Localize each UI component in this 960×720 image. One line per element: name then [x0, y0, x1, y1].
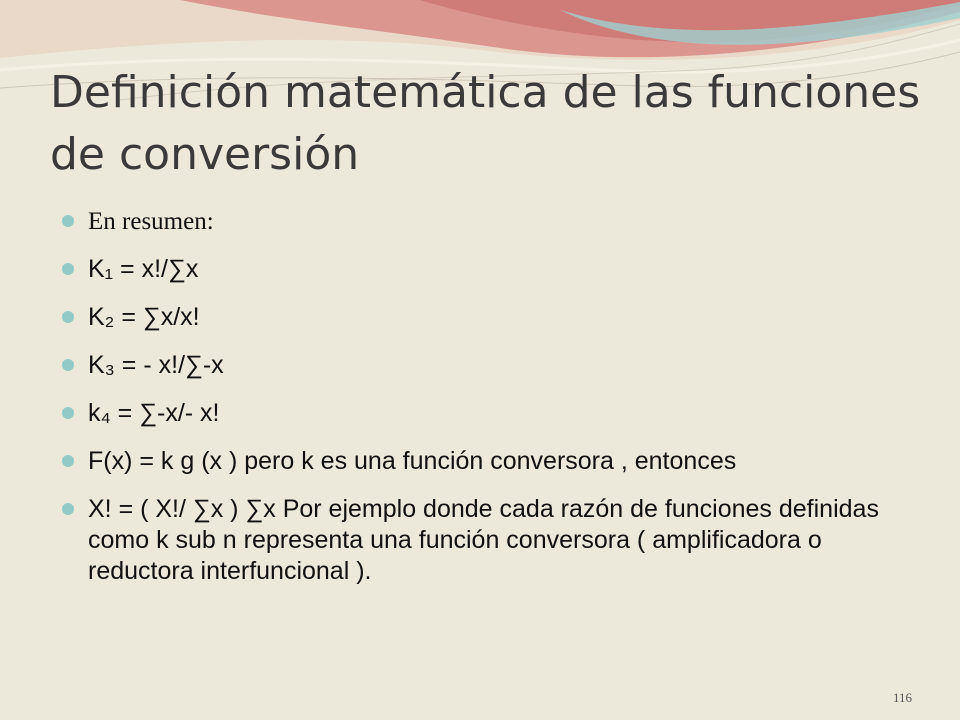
bullet-dot-icon [62, 503, 74, 515]
bullet-text: K₁ = x!/∑x [88, 255, 199, 283]
slide-title: Definición matemática de las funciones de conversión [50, 67, 921, 180]
bullet-text: K₂ = ∑x/x! [88, 303, 200, 331]
bullet-item [62, 494, 912, 587]
bullet-text: En resumen: [88, 208, 214, 235]
bullet-text: K₃ = - x!/∑-x [88, 351, 224, 379]
page-number: 116 [892, 690, 912, 705]
bullet-item [62, 206, 912, 237]
bullet-dot-icon [62, 263, 74, 275]
bullet-list [62, 206, 912, 604]
bullet-item [62, 254, 912, 285]
bullet-dot-icon [62, 311, 74, 323]
bullet-item [62, 446, 912, 477]
bullet-item [62, 302, 912, 333]
bullet-item [62, 398, 912, 429]
bullet-item [62, 350, 912, 381]
bullet-text: k₄ = ∑-x/- x! [88, 399, 220, 427]
bullet-text: X! = ( X!/ ∑x ) ∑x Por ejemplo donde cada razón de funciones definidas como k sub n representa una función conversora ( amplificadora o reductora interfuncional ). [88, 495, 879, 585]
bullet-dot-icon [62, 359, 74, 371]
bullet-dot-icon [62, 407, 74, 419]
bullet-dot-icon [62, 455, 74, 467]
bullet-text: F(x) = k g (x ) pero k es una función conversora , entonces [88, 447, 737, 475]
bullet-dot-icon [62, 215, 74, 227]
